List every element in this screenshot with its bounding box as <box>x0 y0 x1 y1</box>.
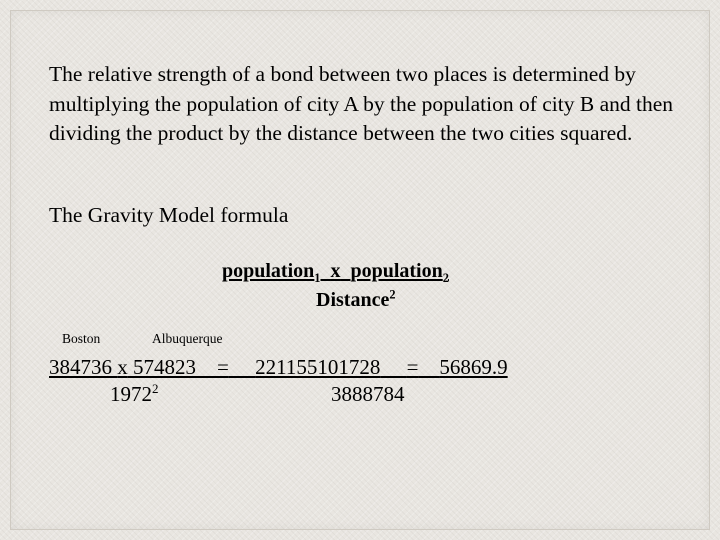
calc-distance-exponent: 2 <box>152 381 159 396</box>
calculation-numerator-line <box>49 355 508 380</box>
subscript-2: 2 <box>442 271 449 285</box>
city-b-label: Albuquerque <box>152 331 223 346</box>
population-1-label: population <box>222 260 315 282</box>
distance-exponent: 2 <box>389 287 396 302</box>
calc-multiply-operator: x <box>117 355 128 379</box>
multiply-operator: x <box>330 260 341 282</box>
product-value: 221155101728 <box>255 355 381 379</box>
population-a-value: 384736 <box>49 355 112 379</box>
city-a-label: Boston <box>62 331 101 346</box>
equals-sign-2: = <box>406 355 419 379</box>
distance-squared-value: 3888784 <box>331 382 405 406</box>
formula-heading: The Gravity Model formula <box>49 203 289 227</box>
distance-label: Distance <box>316 289 390 311</box>
formula-numerator <box>222 260 449 283</box>
population-2-label: population <box>350 260 443 282</box>
subscript-1: 1 <box>314 271 321 285</box>
population-b-value: 574823 <box>133 355 196 379</box>
distance-value: 1972 <box>110 382 152 406</box>
result-value: 56869.9 <box>439 355 508 379</box>
intro-paragraph: The relative strength of a bond between two places is determined by multiplying the population of city A by the population of city B and then dividing the product by the distance between the two cities squared. <box>49 62 674 145</box>
distance-squared-expression <box>110 382 159 407</box>
formula-denominator <box>316 289 396 312</box>
equals-sign-1: = <box>217 355 229 379</box>
